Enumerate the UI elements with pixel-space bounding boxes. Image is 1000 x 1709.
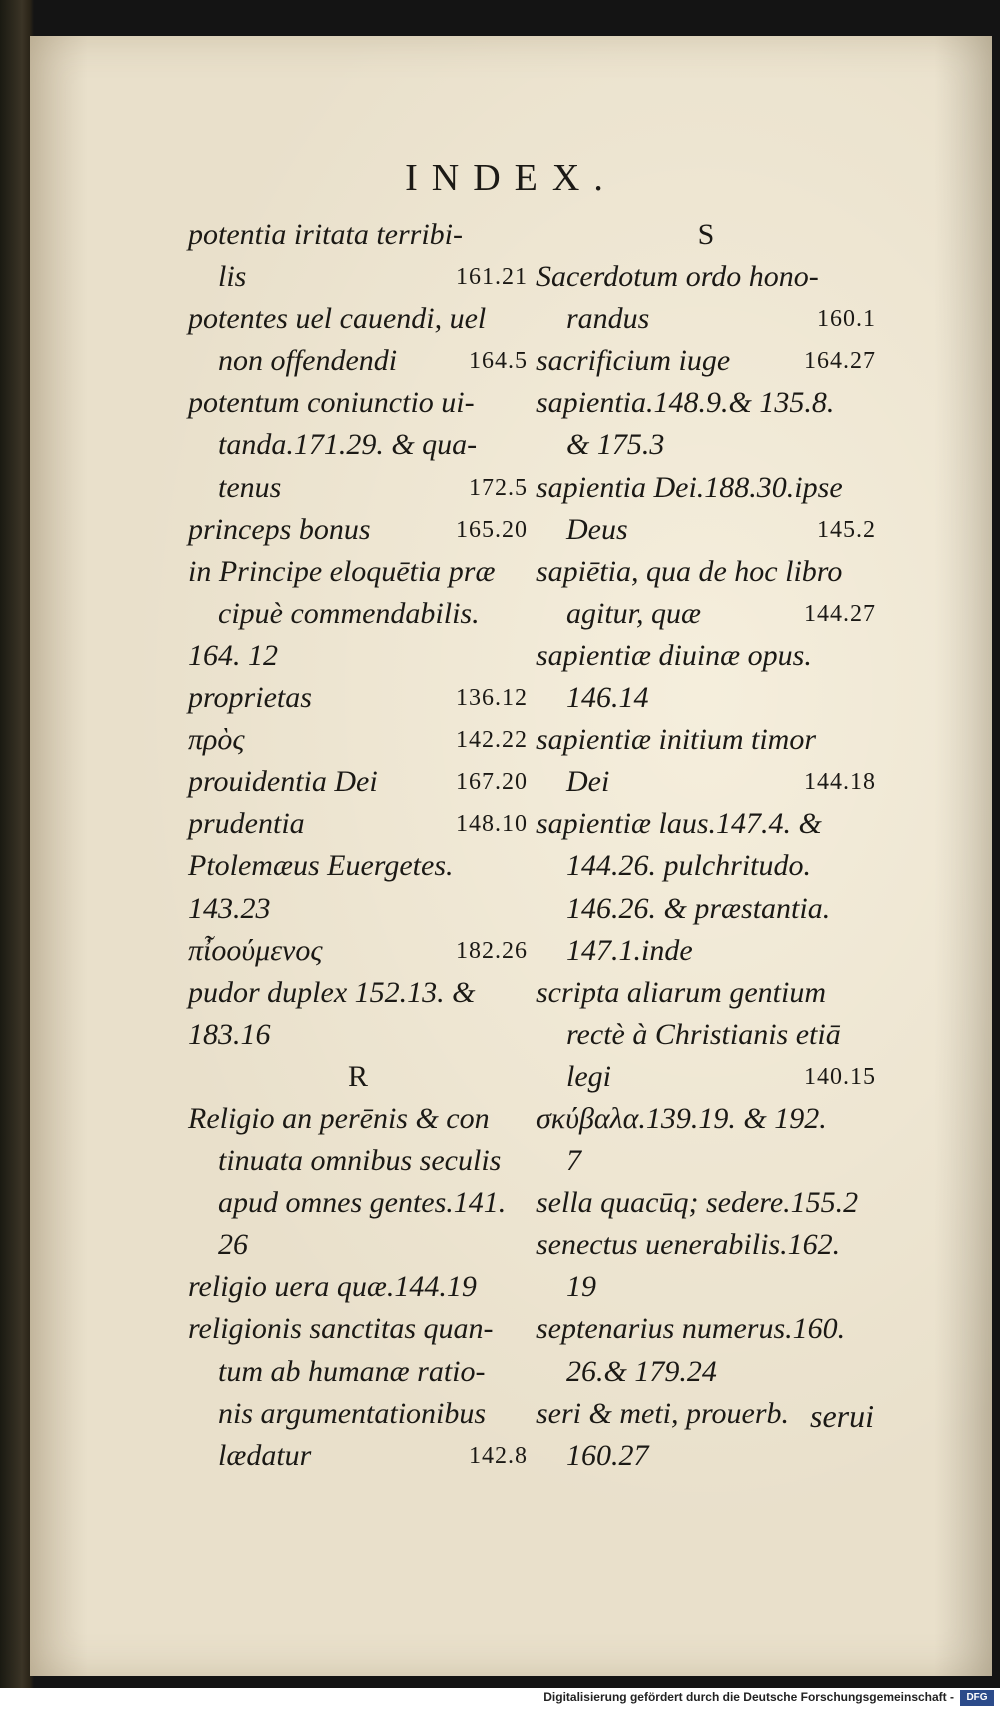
entry-text: prouidentia Dei xyxy=(188,765,378,799)
index-entry xyxy=(536,424,876,466)
entry-reference: 140.15 xyxy=(804,1063,876,1090)
index-entry xyxy=(536,1014,876,1056)
entry-reference: 136.12 xyxy=(456,685,528,712)
index-entry xyxy=(188,845,528,887)
index-entry xyxy=(188,551,528,593)
index-entry xyxy=(188,677,528,719)
index-entry xyxy=(536,1224,876,1266)
entry-text: nis argumentationibus xyxy=(218,1396,487,1430)
index-entry xyxy=(536,761,876,803)
index-entry xyxy=(188,424,528,466)
index-entry xyxy=(188,1224,528,1266)
entry-reference: 172.5 xyxy=(469,474,528,501)
index-entry xyxy=(188,888,528,930)
entry-text: & 175.3 xyxy=(566,428,665,462)
entry-text: πἶοούμενος xyxy=(188,933,323,967)
entry-reference: 142.22 xyxy=(456,727,528,754)
entry-text: religio uera quæ.144.19 xyxy=(188,1270,477,1304)
index-entry xyxy=(536,1351,876,1393)
index-entry xyxy=(188,593,528,635)
entry-reference: 148.10 xyxy=(456,811,528,838)
index-entry xyxy=(536,972,876,1014)
entry-text: agitur, quæ xyxy=(566,596,702,630)
index-entry xyxy=(188,1393,528,1435)
index-entry xyxy=(536,888,876,930)
entry-reference: 161.21 xyxy=(456,264,528,291)
entry-text: potentes uel cauendi, uel xyxy=(188,302,487,336)
entry-reference: 165.20 xyxy=(456,516,528,543)
index-entry xyxy=(188,803,528,845)
entry-reference: 145.2 xyxy=(817,516,876,543)
section-letter xyxy=(536,214,876,256)
index-entry xyxy=(188,1182,528,1224)
index-entry xyxy=(188,509,528,551)
entry-text: sapiētia, qua de hoc libro xyxy=(536,554,843,588)
index-entry xyxy=(536,930,876,972)
entry-text: Sacerdotum ordo hono- xyxy=(536,260,819,294)
entry-text: 146.14 xyxy=(566,681,649,715)
index-entry xyxy=(188,214,528,256)
index-entry xyxy=(188,1435,528,1477)
index-entry xyxy=(536,256,876,298)
index-entry xyxy=(536,677,876,719)
index-entry xyxy=(536,1098,876,1140)
index-entry xyxy=(188,930,528,972)
index-entry xyxy=(188,761,528,803)
entry-text: Ptolemæus Euergetes. xyxy=(188,849,454,883)
index-entry xyxy=(536,382,876,424)
index-entry xyxy=(536,1182,876,1224)
entry-text: tinuata omnibus seculis xyxy=(218,1144,502,1178)
entry-text: apud omnes gentes.141. xyxy=(218,1186,507,1220)
entry-text: 143.23 xyxy=(188,891,271,925)
funding-credit: Digitalisierung gefördert durch die Deutsche Forschungsgemeinschaft - xyxy=(543,1690,954,1704)
entry-text: πρὸς xyxy=(188,723,245,757)
entry-reference: 144.27 xyxy=(804,600,876,627)
entry-text: randus xyxy=(566,302,650,336)
entry-text: pudor duplex 152.13. & xyxy=(188,975,476,1009)
index-entry xyxy=(188,340,528,382)
page-title: INDEX. xyxy=(405,157,617,199)
entry-text: non offendendi xyxy=(218,344,398,378)
entry-text: sacrificium iuge xyxy=(536,344,731,378)
index-entry xyxy=(536,719,876,761)
catchword: serui xyxy=(810,1398,874,1434)
entry-text: Deus xyxy=(566,512,628,546)
index-entry xyxy=(188,972,528,1014)
entry-text: sapientia Dei.188.30.ipse xyxy=(536,470,843,504)
entry-reference: 160.1 xyxy=(817,306,876,333)
entry-reference: 164.27 xyxy=(804,348,876,375)
dfg-logo: DFG xyxy=(960,1690,994,1706)
entry-text: cipuè commendabilis. xyxy=(218,596,480,630)
entry-text: 183.16 xyxy=(188,1017,271,1051)
index-entry xyxy=(188,1308,528,1350)
entry-text: S xyxy=(697,218,715,251)
section-letter xyxy=(188,1056,528,1098)
entry-text: sapientia.148.9.& 135.8. xyxy=(536,386,835,420)
entry-text: Religio an perēnis & con xyxy=(188,1101,490,1135)
entry-text: 146.26. & præstantia. xyxy=(566,891,831,925)
entry-text: 7 xyxy=(566,1144,581,1178)
entry-text: potentum coniunctio ui- xyxy=(188,386,475,420)
entry-text: potentia iritata terribi- xyxy=(188,218,463,251)
index-entry xyxy=(536,1308,876,1350)
entry-text: sella quacūq; sedere.155.2 xyxy=(536,1186,859,1220)
entry-text: tum ab humanæ ratio- xyxy=(218,1354,486,1388)
entry-text: 164. 12 xyxy=(188,638,278,672)
index-entry xyxy=(536,298,876,340)
entry-text: 160.27 xyxy=(566,1438,649,1472)
index-entry xyxy=(536,1266,876,1308)
index-entry xyxy=(536,509,876,551)
index-entry xyxy=(536,1140,876,1182)
entry-text: lis xyxy=(218,260,247,294)
index-entry xyxy=(188,256,528,298)
entry-text: proprietas xyxy=(188,681,312,715)
index-entry xyxy=(188,1351,528,1393)
index-column-left xyxy=(188,214,528,1477)
entry-text: σκύβαλα.139.19. & 192. xyxy=(536,1101,827,1135)
index-entry xyxy=(188,1098,528,1140)
entry-text: princeps bonus xyxy=(188,512,371,546)
index-entry xyxy=(536,845,876,887)
entry-text: 19 xyxy=(566,1270,596,1304)
index-entry xyxy=(188,635,528,677)
entry-text: tenus xyxy=(218,470,282,504)
entry-text: tanda.171.29. & qua- xyxy=(218,428,478,462)
entry-text: rectè à Christianis etiā xyxy=(566,1017,841,1051)
index-entry xyxy=(536,340,876,382)
entry-text: senectus uenerabilis.162. xyxy=(536,1228,841,1262)
index-entry xyxy=(188,467,528,509)
entry-text: sapientiæ laus.147.4. & xyxy=(536,807,822,841)
index-entry xyxy=(536,803,876,845)
index-entry xyxy=(188,719,528,761)
index-entry xyxy=(536,551,876,593)
entry-text: 26 xyxy=(218,1228,248,1262)
entry-text: Dei xyxy=(566,765,610,799)
index-entry xyxy=(536,593,876,635)
entry-reference: 164.5 xyxy=(469,348,528,375)
entry-text: legi xyxy=(566,1059,611,1093)
entry-reference: 182.26 xyxy=(456,937,528,964)
entry-reference: 144.18 xyxy=(804,769,876,796)
entry-text: 144.26. pulchritudo. xyxy=(566,849,811,883)
entry-reference: 142.8 xyxy=(469,1442,528,1469)
index-entry xyxy=(536,1435,876,1477)
entry-text: seri & meti, prouerb. xyxy=(536,1396,790,1430)
entry-text: prudentia xyxy=(188,807,305,841)
entry-text: scripta aliarum gentium xyxy=(536,975,826,1009)
index-entry xyxy=(536,1056,876,1098)
entry-text: religionis sanctitas quan- xyxy=(188,1312,494,1346)
entry-text: R xyxy=(347,1059,368,1093)
entry-text: 147.1.inde xyxy=(566,933,693,967)
book-page xyxy=(30,36,992,1676)
entry-text: lædatur xyxy=(218,1438,312,1472)
index-entry xyxy=(188,1266,528,1308)
entry-text: in Principe eloquētia præ xyxy=(188,554,496,588)
index-entry xyxy=(188,382,528,424)
index-entry xyxy=(536,467,876,509)
index-entry xyxy=(188,298,528,340)
index-column-right xyxy=(536,214,876,1477)
entry-text: sapientiæ initium timor xyxy=(536,723,817,757)
index-entry xyxy=(188,1140,528,1182)
entry-reference: 167.20 xyxy=(456,769,528,796)
index-entry xyxy=(188,1014,528,1056)
entry-text: 26.& 179.24 xyxy=(566,1354,717,1388)
index-entry xyxy=(536,635,876,677)
entry-text: sapientiæ diuinæ opus. xyxy=(536,638,812,672)
entry-text: septenarius numerus.160. xyxy=(536,1312,846,1346)
